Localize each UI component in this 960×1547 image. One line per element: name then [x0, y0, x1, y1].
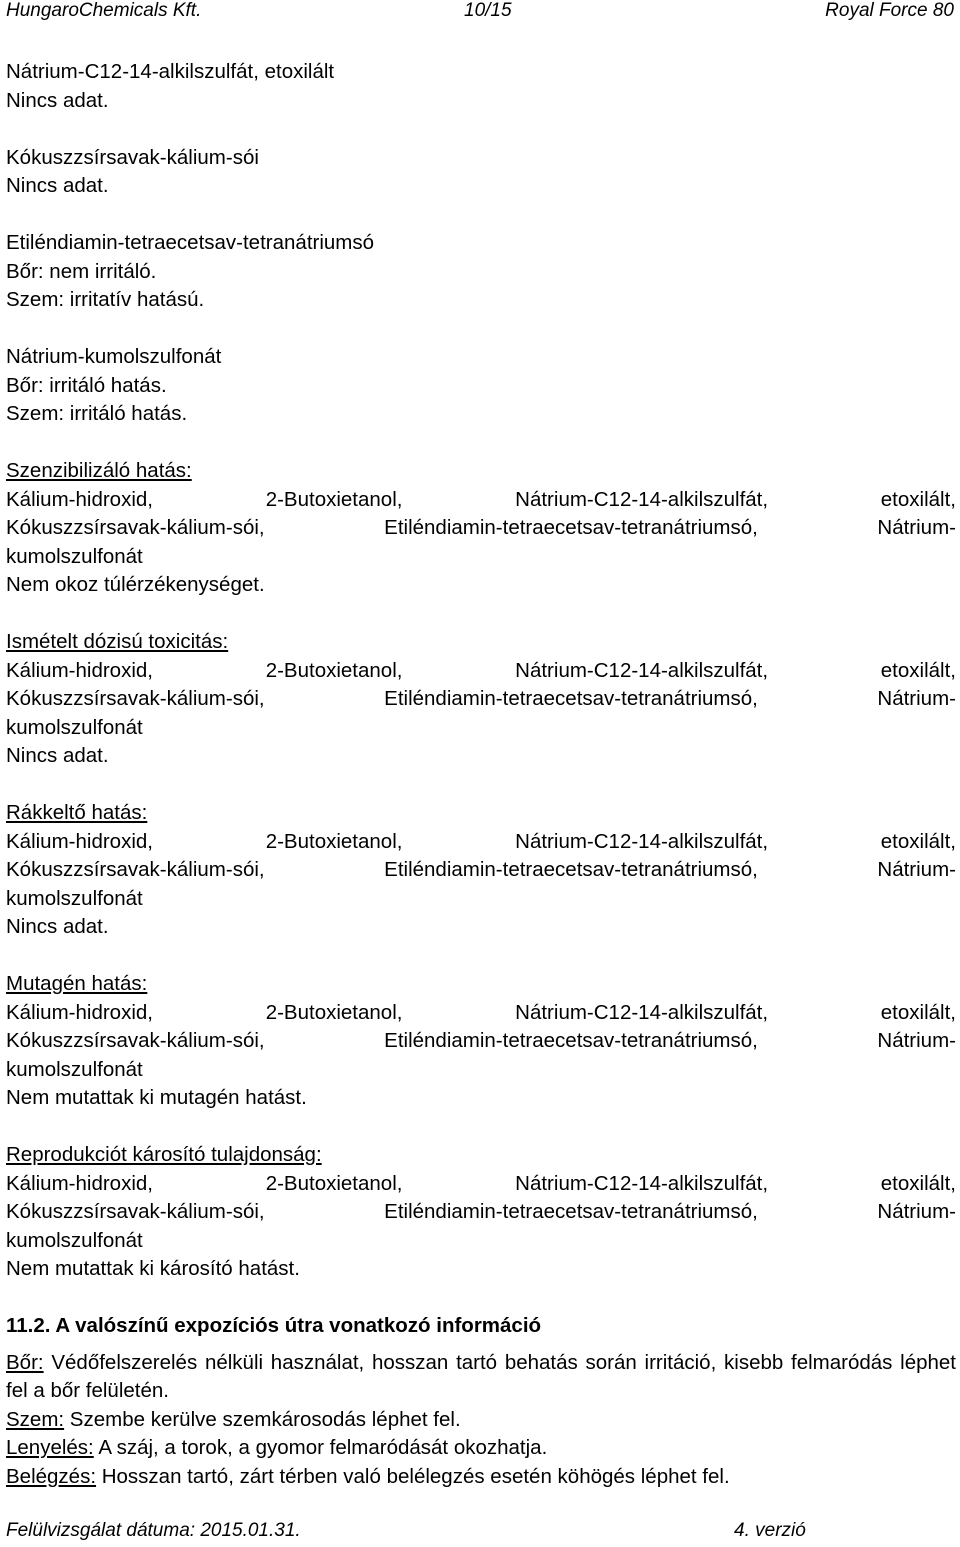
- route-label: Lenyelés:: [6, 1436, 94, 1459]
- substance-list-line-1: Kálium-hidroxid, 2-Butoxietanol, Nátrium-C12-14-alkilszulfát, etoxilált,: [6, 829, 956, 853]
- irritation-line: Szem: irritatív hatású.: [6, 288, 205, 311]
- section-title: Reprodukciót károsító tulajdonság:: [6, 1143, 322, 1166]
- page-footer: [6, 1519, 956, 1543]
- substance-name: Kókuszzsírsavak-kálium-sói: [6, 145, 259, 169]
- substance-name: Nátrium-C12-14-alkilszulfát, etoxilált: [6, 60, 335, 83]
- section-11-2: [6, 1312, 956, 1491]
- section-sensitization: [6, 457, 956, 600]
- substance-list-line-2: Kókuszzsírsavak-kálium-sói, Etiléndiamin-tetraecetsav-tetranátriumsó, Nátrium-: [6, 687, 956, 710]
- document-body: [6, 58, 956, 1491]
- section-title: Ismételt dózisú toxicitás:: [6, 630, 229, 653]
- section-title: Szenzibilizáló hatás:: [6, 459, 192, 482]
- route-eye: [6, 1406, 956, 1435]
- section-mutagenicity: [6, 970, 956, 1113]
- company-name: HungaroChemicals Kft.: [6, 0, 202, 21]
- route-skin: [6, 1349, 956, 1406]
- section-result: Nem okoz túlérzékenységet.: [6, 573, 265, 596]
- substance-list-line-3: kumolszulfonát: [6, 715, 143, 739]
- substance-list-line-1: Kálium-hidroxid, 2-Butoxietanol, Nátrium-C12-14-alkilszulfát, etoxilált,: [6, 1000, 956, 1024]
- review-date: Felülvizsgálat dátuma: 2015.01.31.: [6, 1520, 301, 1541]
- section-result: Nem mutattak ki károsító hatást.: [6, 1257, 300, 1280]
- route-text: Védőfelszerelés nélküli használat, hosszan tartó behatás során irritáció, kisebb felmaródás léphet fel a bőr felületén.: [6, 1350, 956, 1402]
- page-header: [6, 0, 954, 22]
- substance-name: Etiléndiamin-tetraecetsav-tetranátriumsó: [6, 231, 375, 254]
- substance-list-line-3: kumolszulfonát: [6, 1057, 143, 1081]
- irritation-line: Nincs adat.: [6, 88, 109, 112]
- irritation-block-1: [6, 144, 956, 201]
- route-label: Bőr:: [6, 1350, 44, 1374]
- substance-list-line-1: Kálium-hidroxid, 2-Butoxietanol, Nátrium-C12-14-alkilszulfát, etoxilált,: [6, 1171, 956, 1195]
- section-carcinogenicity: [6, 799, 956, 942]
- product-name: Royal Force 80: [825, 0, 954, 21]
- route-text: Szembe kerülve szemkárosodás léphet fel.: [64, 1407, 461, 1431]
- route-label: Szem:: [6, 1407, 65, 1431]
- substance-name: Nátrium-kumolszulfonát: [6, 345, 222, 368]
- irritation-line: Nincs adat.: [6, 174, 109, 197]
- section-repeated-dose: [6, 628, 956, 771]
- section-title: Mutagén hatás:: [6, 972, 148, 995]
- route-inhalation: [6, 1463, 956, 1492]
- substance-list-line-1: Kálium-hidroxid, 2-Butoxietanol, Nátrium-C12-14-alkilszulfát, etoxilált,: [6, 658, 956, 682]
- section-heading-text: A valószínű expozíciós útra vonatkozó információ: [55, 1314, 542, 1337]
- irritation-line: Szem: irritáló hatás.: [6, 402, 188, 425]
- substance-list-line-2: Kókuszzsírsavak-kálium-sói, Etiléndiamin-tetraecetsav-tetranátriumsó, Nátrium-: [6, 1200, 956, 1223]
- section-heading: [6, 1312, 956, 1341]
- substance-list-line-2: Kókuszzsírsavak-kálium-sói, Etiléndiamin-tetraecetsav-tetranátriumsó, Nátrium-: [6, 858, 956, 881]
- section-reproductive-toxicity: [6, 1141, 956, 1284]
- substance-list-line-2: Kókuszzsírsavak-kálium-sói, Etiléndiamin-tetraecetsav-tetranátriumsó, Nátrium-: [6, 1029, 956, 1052]
- substance-list-line-3: kumolszulfonát: [6, 1228, 143, 1252]
- substance-list-line-3: kumolszulfonát: [6, 544, 143, 568]
- route-text: Hosszan tartó, zárt térben való belélegzés esetén köhögés léphet fel.: [96, 1464, 730, 1488]
- section-title: Rákkeltő hatás:: [6, 801, 148, 824]
- substance-list-line-3: kumolszulfonát: [6, 886, 143, 910]
- irritation-line: Bőr: irritáló hatás.: [6, 373, 167, 397]
- section-number: 11.2.: [6, 1314, 51, 1337]
- substance-list-line-1: Kálium-hidroxid, 2-Butoxietanol, Nátrium-C12-14-alkilszulfát, etoxilált,: [6, 487, 956, 511]
- irritation-block-2: [6, 229, 956, 315]
- substance-list-line-2: Kókuszzsírsavak-kálium-sói, Etiléndiamin-tetraecetsav-tetranátriumsó, Nátrium-: [6, 516, 956, 539]
- route-text: A száj, a torok, a gyomor felmaródását okozhatja.: [93, 1436, 548, 1459]
- section-result: Nincs adat.: [6, 915, 109, 938]
- section-result: Nincs adat.: [6, 744, 109, 767]
- irritation-line: Bőr: nem irritáló.: [6, 259, 157, 283]
- page-number: 10/15: [464, 0, 512, 21]
- irritation-block-0: [6, 58, 956, 115]
- version: 4. verzió: [734, 1520, 806, 1541]
- route-ingestion: [6, 1434, 956, 1463]
- irritation-block-3: [6, 343, 956, 429]
- section-result: Nem mutattak ki mutagén hatást.: [6, 1086, 307, 1109]
- route-label: Belégzés:: [6, 1464, 97, 1488]
